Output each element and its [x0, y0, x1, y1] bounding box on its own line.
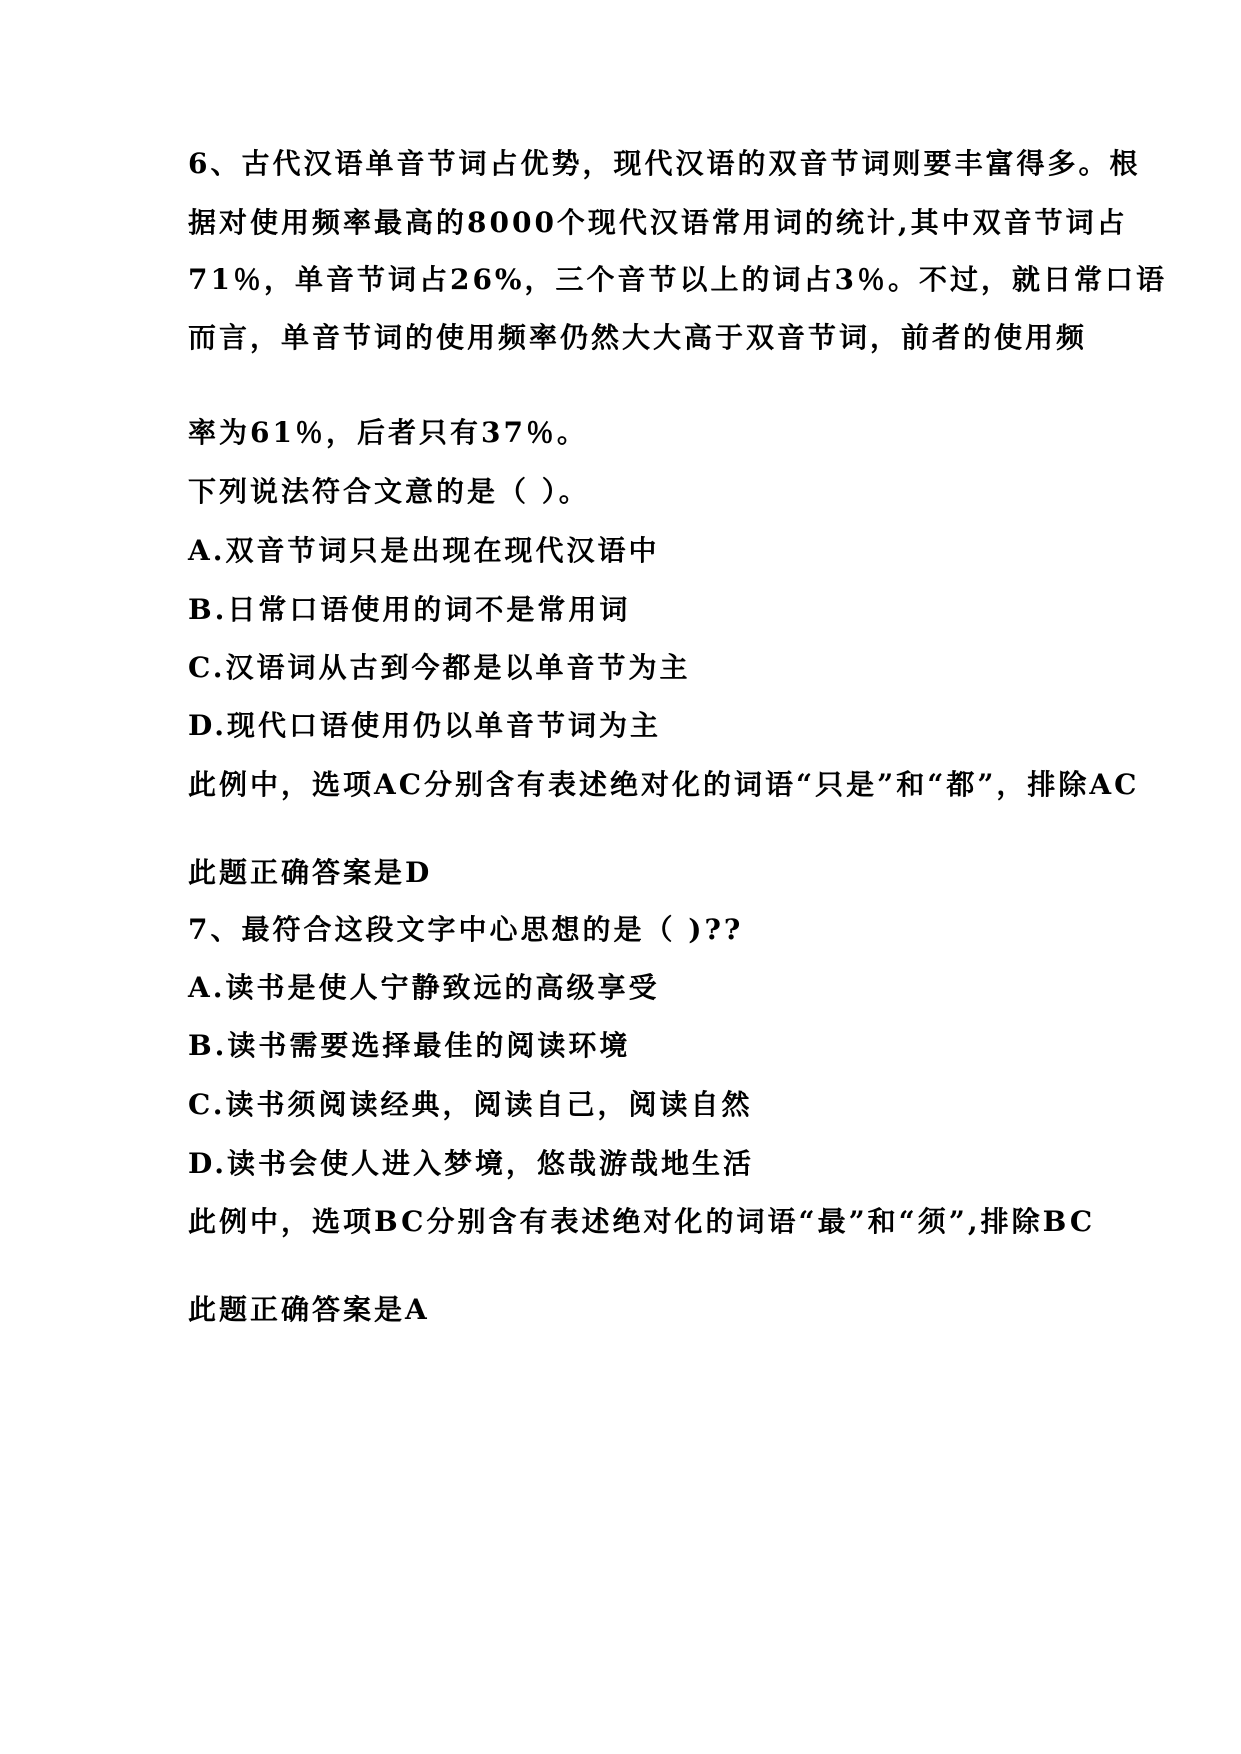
- question-6-option-b: B.日常口语使用的词不是常用词: [188, 593, 631, 626]
- question-6-answer: 此题正确答案是D: [188, 856, 433, 889]
- question-6-stem-line-5: 率为61％，后者只有37％。: [188, 416, 588, 449]
- question-6-stem-line-3: 71％，单音节词占26%，三个音节以上的词占3％。不过，就日常口语: [188, 263, 1168, 296]
- question-6-stem-line-2: 据对使用频率最高的8000个现代汉语常用词的统计,其中双音节词占: [188, 206, 1128, 239]
- question-7-option-d: D.读书会使人进入梦境，悠哉游哉地生活: [188, 1147, 755, 1180]
- question-6-prompt: 下列说法符合文意的是（ ）。: [188, 475, 590, 508]
- question-7-option-c: C.读书须阅读经典，阅读自己，阅读自然: [188, 1088, 753, 1121]
- question-6-stem-line-1: 6、古代汉语单音节词占优势，现代汉语的双音节词则要丰富得多。根: [188, 147, 1141, 180]
- question-7-explanation: 此例中，选项BC分别含有表述绝对化的词语“最”和“须”,排除BC: [188, 1205, 1096, 1238]
- question-6-option-d: D.现代口语使用仍以单音节词为主: [188, 709, 662, 742]
- question-6-option-a: A.双音节词只是出现在现代汉语中: [188, 534, 660, 567]
- question-6-option-c: C.汉语词从古到今都是以单音节为主: [188, 651, 691, 684]
- question-7-option-b: B.读书需要选择最佳的阅读环境: [188, 1029, 631, 1062]
- question-7-prompt: 7、最符合这段文字中心思想的是（ )??: [188, 913, 744, 946]
- question-7-answer: 此题正确答案是A: [188, 1293, 430, 1326]
- question-6-stem-line-4: 而言，单音节词的使用频率仍然大大高于双音节词，前者的使用频: [188, 321, 1088, 354]
- question-6-explanation: 此例中，选项AC分别含有表述绝对化的词语“只是”和“都”，排除AC: [188, 768, 1140, 801]
- question-7-option-a: A.读书是使人宁静致远的高级享受: [188, 971, 660, 1004]
